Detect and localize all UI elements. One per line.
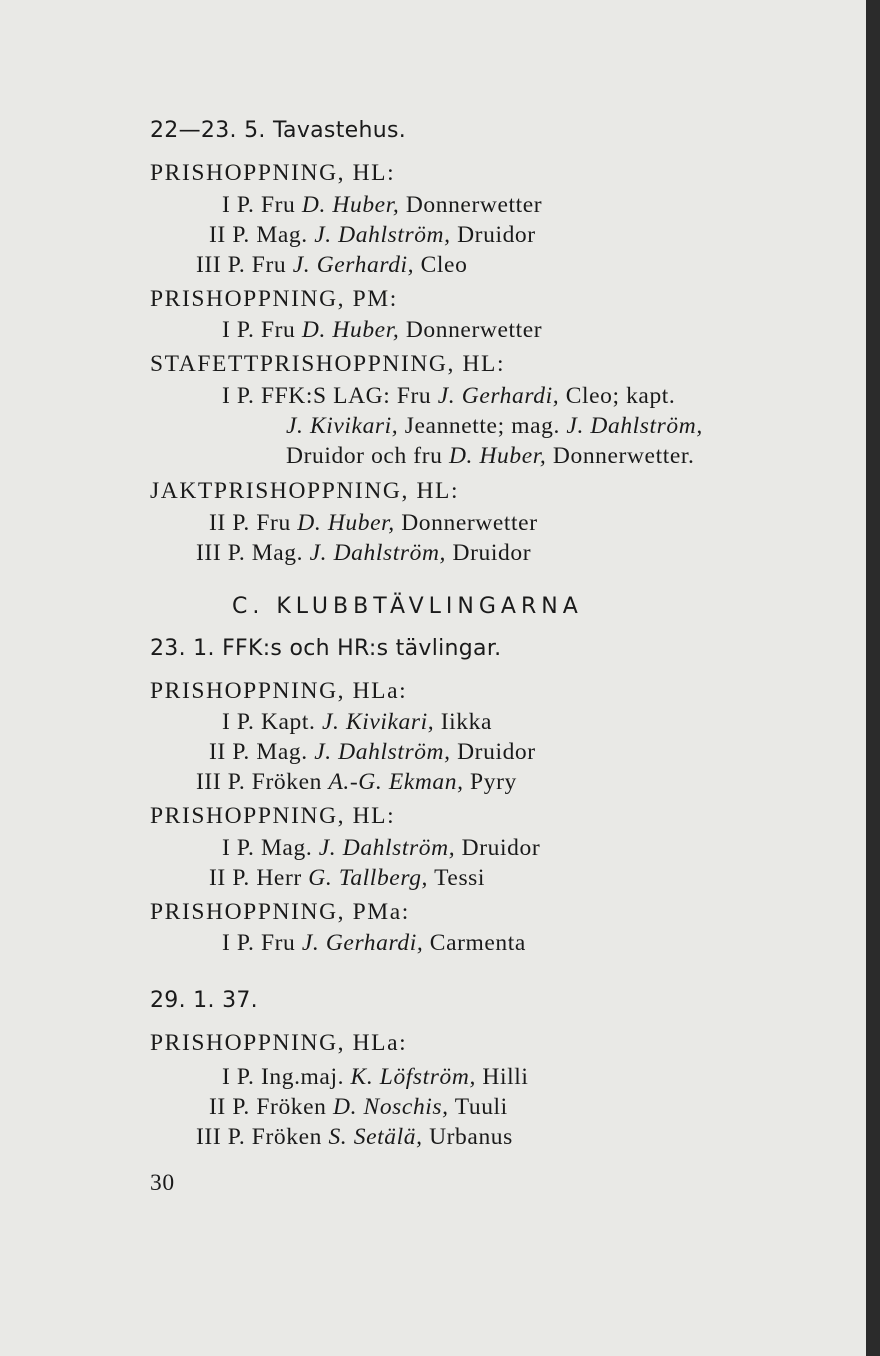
result-row: II P. Fru D. Huber, Donnerwetter [209,510,538,536]
category-title: JAKTPRISHOPPNING, HL: [150,478,460,504]
category-title: PRISHOPPNING, PMa: [150,899,410,925]
result-row: II P. Herr G. Tallberg, Tessi [209,865,486,891]
result-row: I P. Fru J. Gerhardi, Carmenta [222,930,526,956]
result-row: I P. Kapt. J. Kivikari, Iikka [222,709,493,735]
event-heading: 23. 1. FFK:s och HR:s tävlingar. [150,636,502,661]
result-row-continued: J. Kivikari, Jeannette; mag. J. Dahlström, [286,413,703,439]
result-row: II P. Mag. J. Dahlström, Druidor [209,222,536,248]
result-row: III P. Mag. J. Dahlström, Druidor [196,540,532,566]
result-row-continued: Druidor och fru D. Huber, Donnerwetter. [286,443,695,469]
result-row: III P. Fröken A.-G. Ekman, Pyry [196,769,517,795]
category-title: PRISHOPPNING, HL: [150,160,396,186]
category-title: PRISHOPPNING, HL: [150,803,396,829]
result-row: I P. Mag. J. Dahlström, Druidor [222,835,541,861]
category-title: PRISHOPPNING, HLa: [150,678,408,704]
result-row: II P. Mag. J. Dahlström, Druidor [209,739,536,765]
category-title: STAFETTPRISHOPPNING, HL: [150,351,506,377]
page-edge-shadow [866,0,880,1356]
result-row: I P. FFK:S LAG: Fru J. Gerhardi, Cleo; kapt. [222,383,676,409]
result-row: III P. Fröken S. Setälä, Urbanus [196,1124,513,1150]
event-heading: 22—23. 5. Tavastehus. [150,118,407,143]
category-title: PRISHOPPNING, HLa: [150,1030,408,1056]
result-row: I P. Fru D. Huber, Donnerwetter [222,317,543,343]
page-number: 30 [150,1170,175,1196]
event-heading: 29. 1. 37. [150,988,258,1013]
category-title: PRISHOPPNING, PM: [150,286,398,312]
result-row: II P. Fröken D. Noschis, Tuuli [209,1094,508,1120]
result-row: III P. Fru J. Gerhardi, Cleo [196,252,468,278]
result-row: I P. Fru D. Huber, Donnerwetter [222,192,543,218]
result-row: I P. Ing.maj. K. Löfström, Hilli [222,1064,529,1090]
section-heading: C. KLUBBTÄVLINGARNA [232,594,583,619]
